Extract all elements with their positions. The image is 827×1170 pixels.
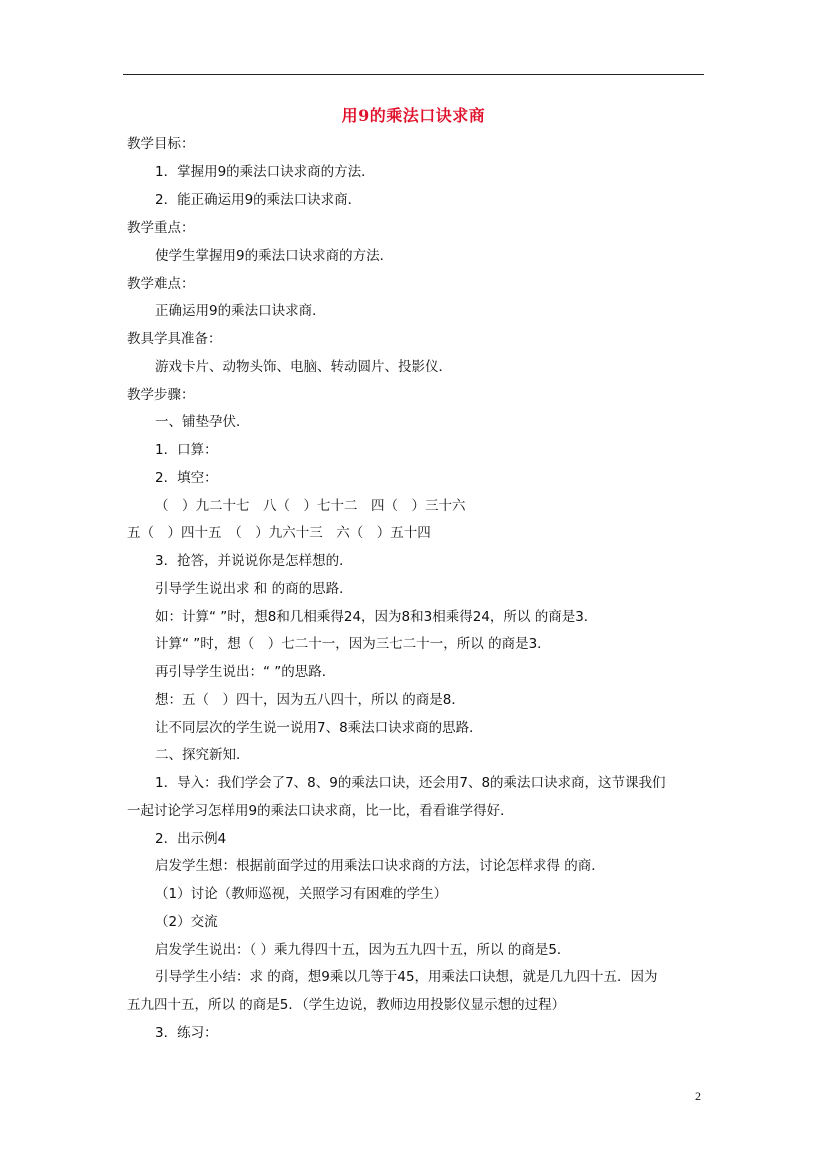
paragraph-line: 一、铺垫孕伏．	[155, 414, 250, 430]
paragraph-line: 引导学生小结：求 的商，想9乘以几等于45，用乘法口诀想，就是几九四十五．因为	[155, 969, 658, 985]
paragraph-line: 五（ ）四十五 （ ）九六十三 六（ ）五十四	[127, 525, 431, 541]
paragraph-line: 1．口算：	[155, 442, 218, 458]
paragraph-line: 使学生掌握用9的乘法口诀求商的方法．	[155, 248, 394, 264]
page-number: 2	[695, 1089, 701, 1103]
paragraph-line: 想：五（ ）四十，因为五八四十，所以 的商是8．	[155, 692, 465, 708]
paragraph-line: 让不同层次的学生说一说用7、8乘法口诀求商的思路．	[155, 720, 483, 736]
section-heading-goals: 教学目标：	[127, 136, 195, 152]
paragraph-line: 1．导入：我们学会了7、8、9的乘法口诀，还会用7、8的乘法口诀求商，这节课我们	[155, 775, 666, 791]
paragraph-line: 1．掌握用9的乘法口诀求商的方法．	[155, 164, 375, 180]
paragraph-line: 2．能正确运用9的乘法口诀求商．	[155, 192, 362, 208]
section-heading-materials: 教具学具准备：	[127, 331, 222, 347]
paragraph-line: 3．抢答，并说说你是怎样想的．	[155, 553, 353, 569]
paragraph-line: 启发学生说出：（ ）乘九得四十五，因为五九四十五，所以 的商是5．	[155, 942, 571, 958]
paragraph-line: （1）讨论（教师巡视，关照学习有困难的学生）	[155, 886, 448, 902]
paragraph-line: 2．填空：	[155, 470, 218, 486]
paragraph-line: 二、探究新知．	[155, 747, 250, 763]
paragraph-line: 启发学生想：根据前面学过的用乘法口诀求商的方法，讨论怎样求得 的商．	[155, 858, 605, 874]
paragraph-line: （ ）九二十七 八（ ）七十二 四（ ）三十六	[155, 498, 466, 514]
section-heading-key-points: 教学重点：	[127, 220, 195, 236]
document-title: 用9的乘法口诀求商	[341, 106, 486, 125]
paragraph-line: 再引导学生说出：“ ”的思路．	[155, 664, 336, 680]
section-heading-difficulties: 教学难点：	[127, 276, 195, 292]
paragraph-line: 引导学生说出求 和 的商的思路．	[155, 581, 353, 597]
paragraph-line: 如：计算“ ”时，想8和几相乘得24，因为8和3相乘得24，所以 的商是3．	[155, 609, 598, 625]
section-heading-steps: 教学步骤：	[127, 387, 195, 403]
paragraph-line: 3．练习：	[155, 1025, 218, 1041]
paragraph-line: 计算“ ”时，想（ ）七二十一，因为三七二十一，所以 的商是3．	[155, 636, 551, 652]
paragraph-line: 2．出示例4	[155, 831, 227, 847]
paragraph-line: （2）交流	[155, 914, 218, 930]
paragraph-line: 游戏卡片、动物头饰、电脑、转动圆片、投影仪．	[155, 359, 452, 375]
paragraph-line: 一起讨论学习怎样用9的乘法口诀求商，比一比，看看谁学得好．	[127, 803, 514, 819]
paragraph-line: 正确运用9的乘法口诀求商．	[155, 303, 326, 319]
paragraph-line: 五九四十五，所以 的商是5．（学生边说，教师边用投影仪显示想的过程）	[127, 997, 566, 1013]
header-rule	[123, 74, 704, 75]
